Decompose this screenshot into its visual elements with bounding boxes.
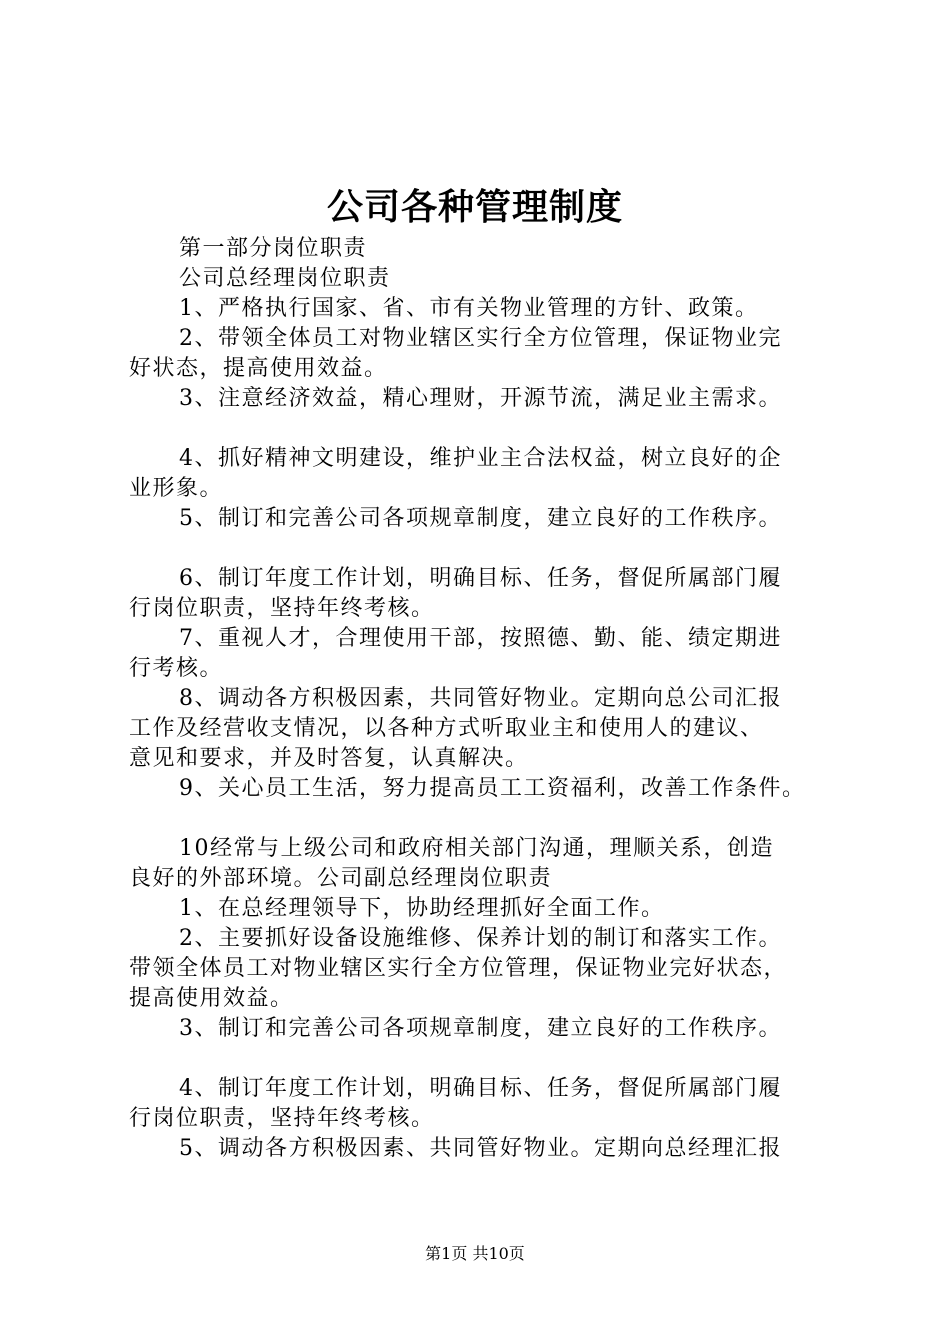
paragraph-gap bbox=[129, 414, 831, 444]
paragraph-gap bbox=[129, 804, 831, 834]
paragraph-line: 行岗位职责，坚持年终考核。 bbox=[129, 596, 435, 621]
paragraph-gap bbox=[129, 1044, 831, 1074]
paragraph-line: 1、在总经理领导下，协助经理抓好全面工作。 bbox=[179, 896, 665, 921]
subsection-heading: 公司总经理岗位职责 bbox=[179, 266, 391, 291]
paragraph-line: 5、调动各方积极因素、共同管好物业。定期向总经理汇报 bbox=[179, 1136, 782, 1161]
page-footer: 第1页 共10页 bbox=[425, 1244, 525, 1263]
paragraph-line: 行考核。 bbox=[129, 656, 224, 681]
paragraph-line: 工作及经营收支情况，以各种方式听取业主和使用人的建议、 bbox=[129, 716, 764, 741]
section-heading: 第一部分岗位职责 bbox=[179, 236, 368, 261]
paragraph-line: 带领全体员工对物业辖区实行全方位管理，保证物业完好状态， bbox=[129, 956, 788, 981]
paragraph-line: 行岗位职责，坚持年终考核。 bbox=[129, 1106, 435, 1131]
paragraph-line: 2、带领全体员工对物业辖区实行全方位管理，保证物业完 bbox=[179, 326, 782, 351]
paragraph-line: 意见和要求，并及时答复，认真解决。 bbox=[129, 746, 529, 771]
paragraph-line: 好状态，提高使用效益。 bbox=[129, 356, 388, 381]
paragraph-line: 2、主要抓好设备设施维修、保养计划的制订和落实工作。 bbox=[179, 926, 782, 951]
paragraph-line: 6、制订年度工作计划，明确目标、任务，督促所属部门履 bbox=[179, 566, 782, 591]
paragraph-line: 7、重视人才，合理使用干部，按照德、勤、能、绩定期进 bbox=[179, 626, 782, 651]
document-title: 公司各种管理制度 bbox=[326, 186, 623, 228]
paragraph-line: 提高使用效益。 bbox=[129, 986, 294, 1011]
paragraph-line: 良好的外部环境。公司副总经理岗位职责 bbox=[129, 866, 553, 891]
paragraph-line: 3、注意经济效益，精心理财，开源节流，满足业主需求。 bbox=[179, 386, 782, 411]
paragraph-line: 9、关心员工生活，努力提高员工工资福利，改善工作条件。 bbox=[179, 776, 806, 801]
document-body bbox=[129, 234, 831, 1164]
paragraph-line: 1、严格执行国家、省、市有关物业管理的方针、政策。 bbox=[179, 296, 759, 321]
paragraph-line: 8、调动各方积极因素，共同管好物业。定期向总公司汇报 bbox=[179, 686, 782, 711]
paragraph-gap bbox=[129, 534, 831, 564]
paragraph-line: 5、制订和完善公司各项规章制度，建立良好的工作秩序。 bbox=[179, 506, 782, 531]
paragraph-line: 4、制订年度工作计划，明确目标、任务，督促所属部门履 bbox=[179, 1076, 782, 1101]
paragraph-line: 10经常与上级公司和政府相关部门沟通，理顺关系，创造 bbox=[179, 836, 774, 861]
paragraph-line: 3、制订和完善公司各项规章制度，建立良好的工作秩序。 bbox=[179, 1016, 782, 1041]
paragraph-line: 业形象。 bbox=[129, 476, 224, 501]
paragraph-line: 4、抓好精神文明建设，维护业主合法权益，树立良好的企 bbox=[179, 446, 782, 471]
